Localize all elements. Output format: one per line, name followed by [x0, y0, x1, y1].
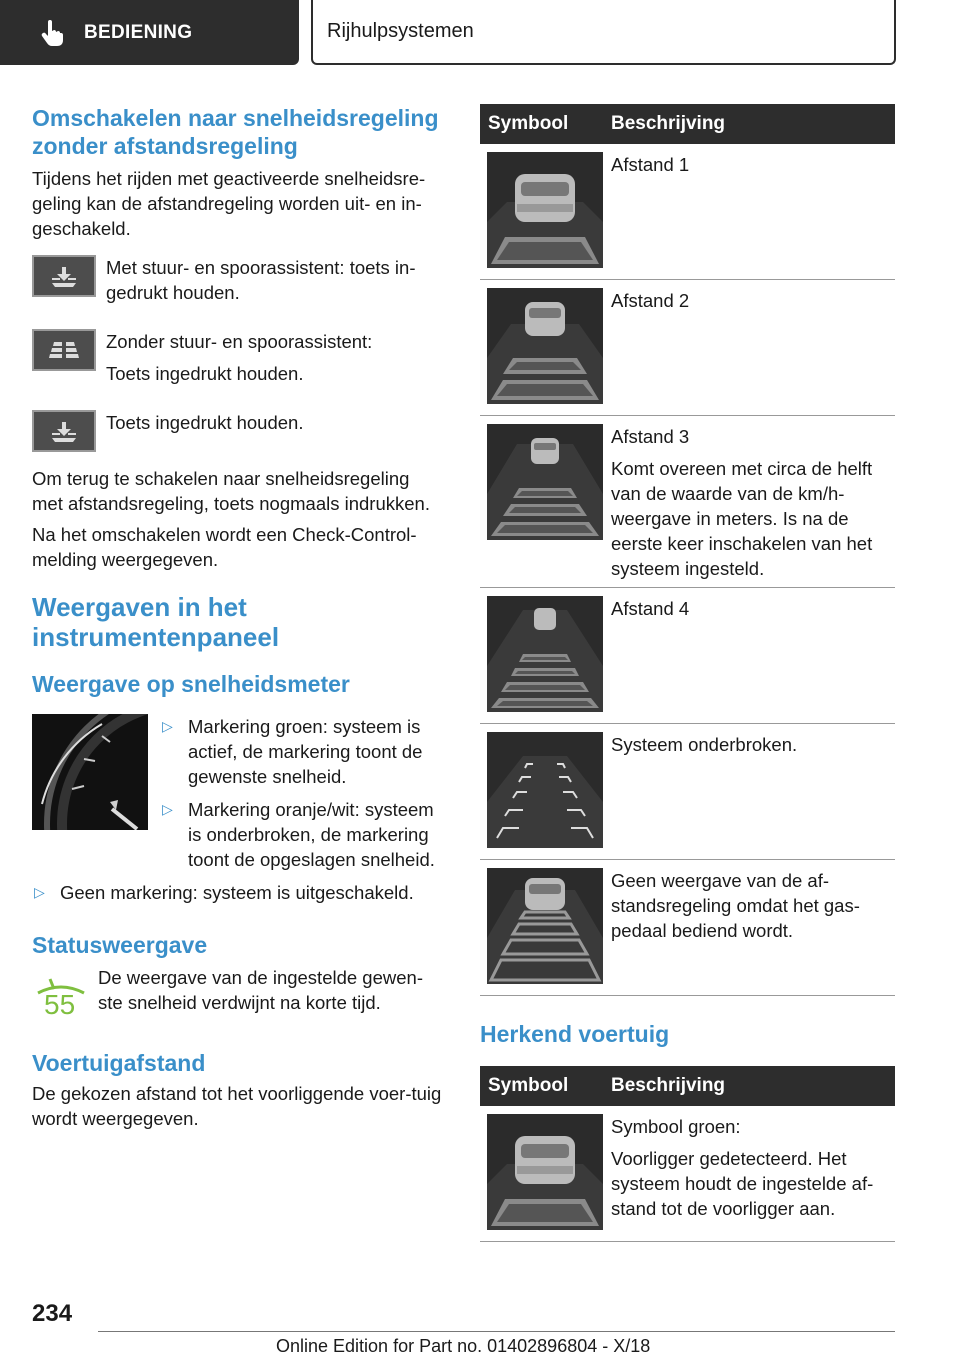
table-header — [480, 1066, 895, 1106]
distance-bars-icon — [44, 337, 84, 363]
vehicle-recognized-icon — [487, 1114, 603, 1230]
heading-speedometer: Weergave op snelheidsmeter — [32, 671, 350, 697]
paragraph-back: Om terug te schakelen naar snelheidsregeling met afstandsregeling, toets nogmaals indrukken. — [32, 468, 430, 514]
list-item: ▷ Markering oranje/wit: systeem is onderbroken, de markering toont de opgeslagen snelheid. — [162, 799, 435, 870]
button-2-text — [106, 329, 372, 386]
paragraph-distance: De gekozen afstand tot het voorliggende voer-tuig wordt weergegeven. — [32, 1083, 442, 1129]
no-distance-display-icon — [487, 868, 603, 984]
table-row — [480, 280, 895, 416]
chapter-tab[interactable] — [311, 0, 896, 65]
footer-divider — [98, 1331, 895, 1332]
button-2-line-2: Toets ingedrukt houden. — [106, 363, 304, 384]
row-description: Systeem onderbroken. — [611, 734, 798, 755]
status-block — [32, 965, 442, 1023]
col-symbol-header: Symbool — [488, 1075, 569, 1096]
row-description: Afstand 1 — [611, 154, 690, 175]
extra-bullets — [32, 880, 442, 905]
col-symbol-header: Symbool — [488, 113, 569, 134]
heading-recognized: Herkend voertuig — [480, 1021, 670, 1047]
triangle-bullet-icon: ▷ — [162, 801, 173, 817]
table-row — [480, 588, 895, 724]
status-number: 55 — [44, 989, 76, 1020]
col-description-header: Beschrijving — [611, 1075, 726, 1096]
heading-switch: Omschakelen naar snelheidsregeling zonder afstandsregeling — [32, 105, 439, 159]
footer-edition: Online Edition for Part no. 01402896804 - X/18 — [276, 1336, 651, 1356]
row-description: Geen weergave van de af-standsregeling omdat het gas-pedaal bediend wordt. — [611, 870, 860, 941]
button-row-3 — [32, 410, 442, 452]
distance-1-car-icon — [487, 152, 603, 268]
button-row-1 — [32, 255, 442, 305]
row-description: Afstand 4 — [611, 598, 690, 619]
button-3-text: Toets ingedrukt houden. — [106, 412, 304, 433]
recognized-table — [480, 1066, 895, 1242]
distance-3-car-icon — [487, 424, 603, 540]
button-row-2 — [32, 329, 442, 386]
table-row — [480, 860, 895, 996]
section-tab[interactable] — [0, 0, 299, 65]
paragraph-check: Na het omschakelen wordt een Check-Control-melding weergegeven. — [32, 524, 417, 570]
left-column — [32, 104, 442, 1131]
distance-button-icon — [32, 255, 96, 297]
button-2-line-1: Zonder stuur- en spoorassistent: — [106, 331, 373, 352]
heading-display: Weergaven in het instrumentenpaneel — [32, 592, 280, 652]
paragraph-status: De weergave van de ingestelde gewen-ste snelheid verdwijnt na korte tijd. — [98, 967, 423, 1013]
list-item: ▷ Geen markering: systeem is uitgeschakeld. — [34, 882, 414, 903]
row-description: Afstand 2 — [611, 290, 690, 311]
speedometer-block — [32, 714, 442, 880]
distance-button-icon-2 — [32, 410, 96, 452]
distance-4-car-icon — [487, 596, 603, 712]
status-speed-icon — [32, 965, 90, 1023]
paragraph-switch: Tijdens het rijden met geactiveerde snelheidsre-geling kan de afstandregeling worden uit- en in-geschakeld. — [32, 168, 426, 239]
distance-arrow-icon — [44, 263, 84, 289]
heading-distance: Voertuigafstand — [32, 1050, 206, 1076]
triangle-bullet-icon: ▷ — [162, 718, 173, 734]
heading-status: Statusweergave — [32, 932, 208, 958]
list-item: ▷ Markering groen: systeem is actief, de markering toont de gewenste snelheid. — [162, 716, 423, 787]
row-description: Symbool groen: Voorligger gedetecteerd. Het systeem houdt de ingestelde af-stand tot de voorligger aan. — [611, 1116, 874, 1219]
triangle-bullet-icon: ▷ — [34, 884, 45, 900]
table-row — [480, 144, 895, 280]
section-label: BEDIENING — [84, 21, 193, 43]
distance-2-car-icon — [487, 288, 603, 404]
chapter-label: Rijhulpsystemen — [327, 20, 474, 42]
col-description-header: Beschrijving — [611, 113, 726, 134]
table-row — [480, 724, 895, 860]
table-row — [480, 416, 895, 588]
table-header — [480, 104, 895, 144]
distance-table — [480, 104, 895, 996]
row-description: Afstand 3 Komt overeen met circa de helft van de waarde van de km/h-weergave in meters. Is na de eerste keer inschakelen van het systeem ingesteld. — [611, 426, 873, 579]
speedometer-bullets — [160, 714, 442, 880]
page-header — [0, 0, 960, 66]
distance-bars-button-icon — [32, 329, 96, 371]
system-interrupted-icon — [487, 732, 603, 848]
table-row — [480, 1106, 895, 1242]
distance-arrow-icon — [44, 418, 84, 444]
button-1-text: Met stuur- en spoorassistent: toets in-gedrukt houden. — [106, 257, 416, 303]
hand-pointer-icon — [40, 20, 64, 46]
speedometer-image-icon — [32, 714, 148, 830]
page-number: 234 — [32, 1300, 73, 1327]
